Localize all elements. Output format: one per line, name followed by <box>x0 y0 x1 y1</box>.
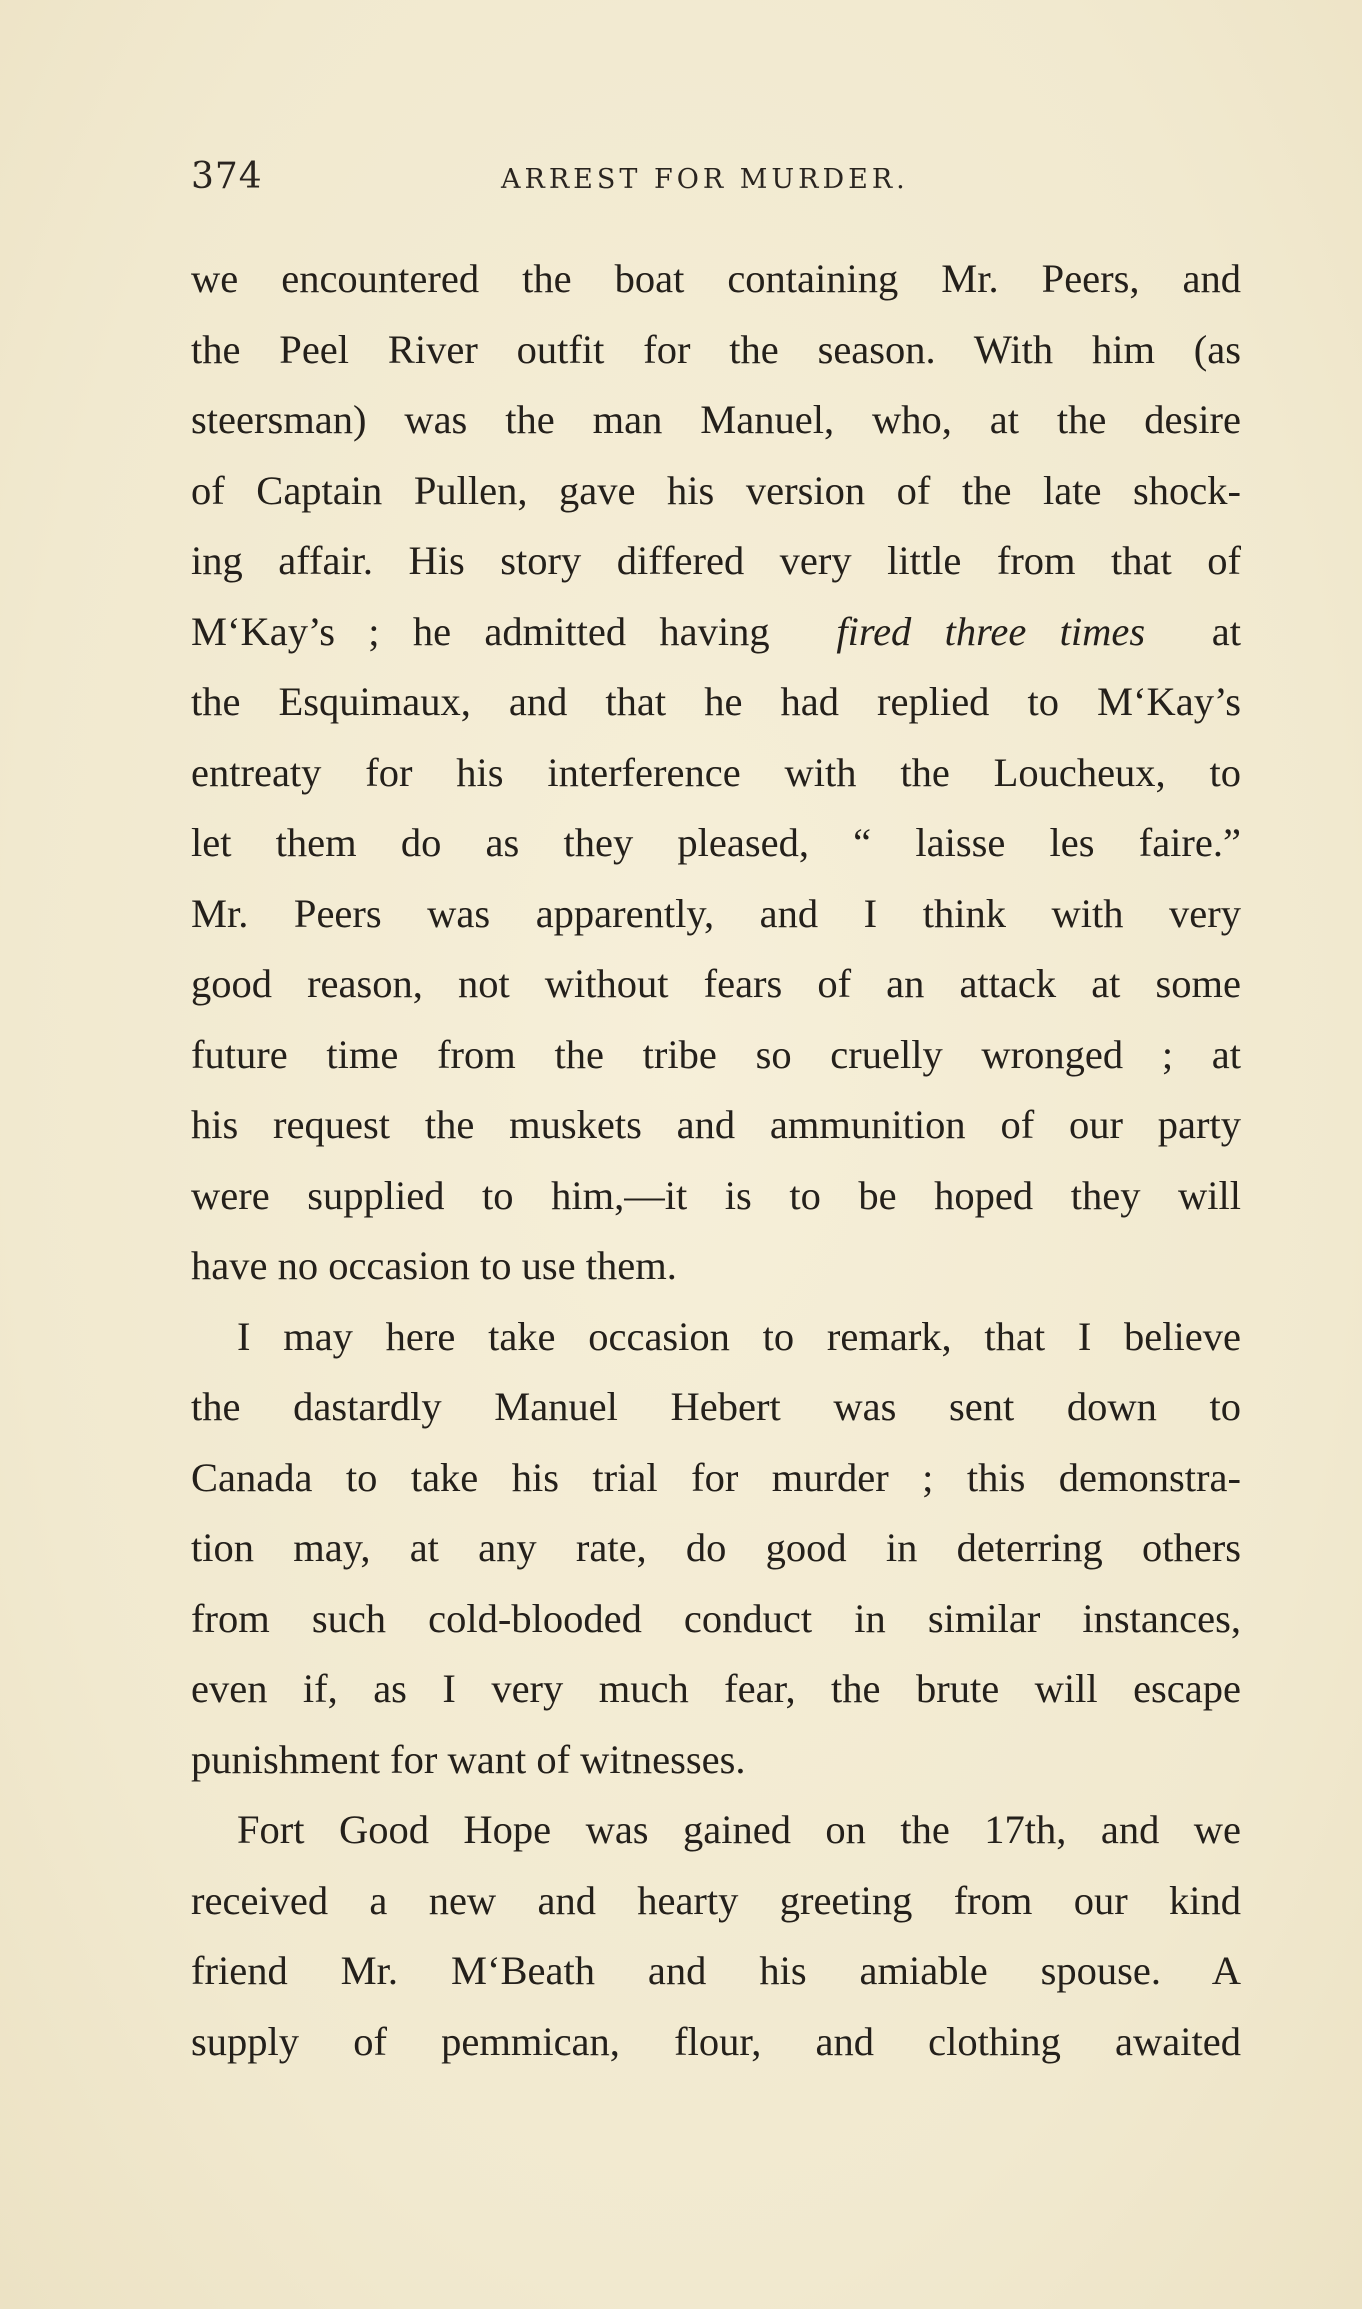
text-line: punishment for want of witnesses. <box>191 1736 746 1782</box>
text-line: received a new and hearty greeting from our kind <box>191 1877 1241 1923</box>
text-line: ing affair. His story differed very little from that of <box>191 538 1241 583</box>
page-number: 374 <box>191 156 263 197</box>
text-line: entreaty for his interference with the Loucheux, to <box>191 749 1241 795</box>
text-line: tion may, at any rate, do good in deterring others <box>191 1525 1241 1570</box>
text-segment: M‘Kay’s ; he admitted having <box>191 608 770 654</box>
text-line: of Captain Pullen, gave his version of the late shock- <box>191 467 1241 513</box>
page-header <box>191 156 1241 208</box>
text-line: have no occasion to use them. <box>191 1243 677 1288</box>
text-segment: at <box>1211 608 1242 654</box>
body-text <box>191 244 1241 2077</box>
text-line: future time from the tribe so cruelly wronged ; at <box>191 1031 1241 1077</box>
text-line: the Peel River outfit for the season. With him (as <box>191 326 1241 372</box>
text-line: from such cold-blooded conduct in similar instances, <box>191 1595 1241 1641</box>
text-line: Canada to take his trial for murder ; this demonstra- <box>191 1454 1241 1500</box>
italic-phrase: fired three times <box>836 608 1146 654</box>
text-line: supply of pemmican, flour, and clothing awaited <box>191 2018 1241 2064</box>
text-line: his request the muskets and ammunition of our party <box>191 1102 1241 1147</box>
text-line: good reason, not without fears of an attack at some <box>191 961 1241 1006</box>
text-line-with-italic <box>191 597 1241 668</box>
text-line: steersman) was the man Manuel, who, at the desire <box>191 397 1241 442</box>
text-line: the Esquimaux, and that he had replied to M‘Kay’s <box>191 679 1241 724</box>
text-line: the dastardly Manuel Hebert was sent down to <box>191 1384 1241 1429</box>
text-line: let them do as they pleased, “ laisse les faire.” <box>191 820 1241 865</box>
text-line: were supplied to him,—it is to be hoped they will <box>191 1172 1241 1218</box>
text-line: even if, as I very much fear, the brute will escape <box>191 1666 1241 1711</box>
running-head: ARREST FOR MURDER. <box>501 164 909 195</box>
text-line: Mr. Peers was apparently, and I think with very <box>191 890 1241 936</box>
text-line: we encountered the boat containing Mr. Peers, and <box>191 256 1241 301</box>
text-line: friend Mr. M‘Beath and his amiable spouse. A <box>191 1948 1241 1993</box>
text-line: Fort Good Hope was gained on the 17th, and we <box>237 1807 1241 1852</box>
text-line: I may here take occasion to remark, that I believe <box>237 1313 1241 1359</box>
